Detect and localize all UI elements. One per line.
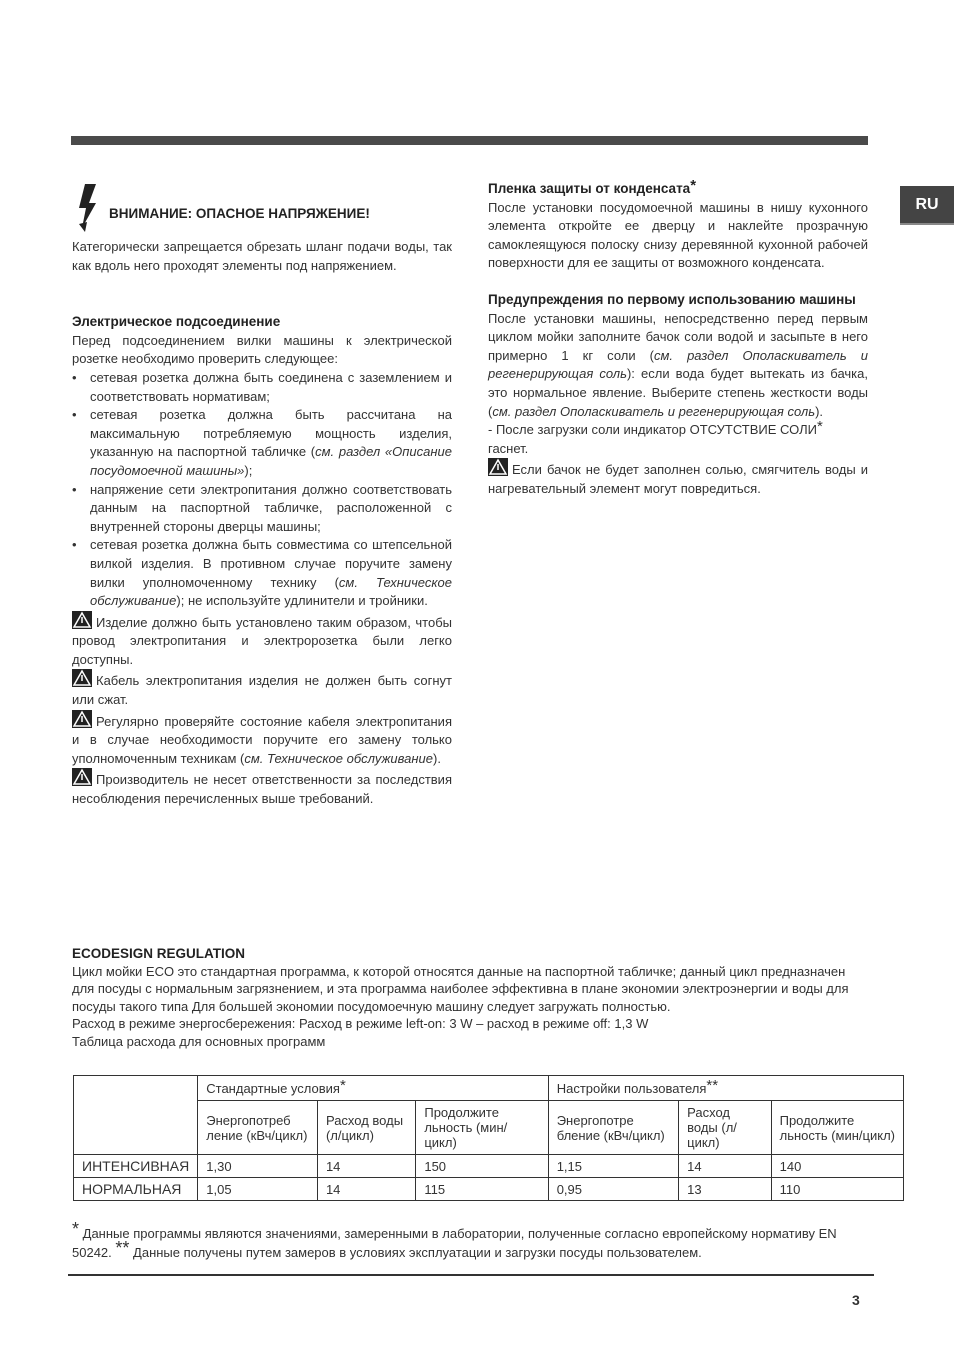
standby-consumption: Расход в режиме энергосбережения: Расход в режиме left-on: 3 W – расход в режиме off: 1,3 W	[72, 1016, 649, 1032]
warning-note: Изделие должно быть установлено таким образом, чтобы провод электропитания и электророзетка были легко доступны.	[72, 611, 452, 670]
table-col-header: Энергопотреб ление (кВч/цикл)	[198, 1101, 318, 1155]
warning-triangle-icon	[72, 669, 92, 687]
table-cell: 14	[317, 1155, 415, 1178]
language-tab: RU	[900, 186, 954, 223]
footnote: * Данные программы являются значениями, замеренными в лаборатории, полученные согласно европейскому нормативу EN 50242. ** Данные получены путем замеров в условиях эксплуатации и загрузки посуды пользователем.	[72, 1219, 837, 1260]
table-row	[74, 1155, 904, 1178]
warning-triangle-icon	[488, 458, 508, 476]
table-cell: 0,95	[548, 1178, 678, 1201]
warning-triangle-icon	[72, 768, 92, 786]
warning-triangle-icon	[72, 611, 92, 629]
table-col-header: Расход воды (л/цикл)	[317, 1101, 415, 1155]
consumption-table	[73, 1075, 904, 1201]
ecodesign-section	[72, 945, 870, 1051]
table-cell: 1,15	[548, 1155, 678, 1178]
table-cell: 140	[771, 1155, 903, 1178]
film-title: Пленка защиты от конденсата*	[488, 177, 697, 196]
list-item: • сетевая розетка должна быть рассчитана на максимальную потребляемую мощность изделия, указанную на паспортной табличке (см. раздел «Описание посудомоечной машины»);	[72, 406, 452, 480]
table-caption: Таблица расхода для основных программ	[72, 1033, 326, 1049]
table-col-header: Энергопотре бление (кВч/цикл)	[548, 1101, 678, 1155]
page-number: 3	[852, 1292, 860, 1308]
table-cell: 14	[679, 1155, 771, 1178]
table-group-header: Настройки пользователя**	[548, 1076, 903, 1101]
list-item: • сетевая розетка должна быть совместима со штепсельной вилкой изделия. В противном случае поручите замену вилки уполномоченному технику (см. Техническое обслуживание); не используйте удлинители и тройники.	[72, 536, 452, 610]
list-item: • сетевая розетка должна быть соединена с заземлением и соответствовать нормативам;	[72, 369, 452, 406]
language-tab-underline	[900, 223, 954, 225]
electrical-title: Электрическое подсоединение	[72, 314, 281, 330]
left-column	[72, 184, 452, 809]
salt-indicator-text: - После загрузки соли индикатор ОТСУТСТВИЕ СОЛИ* гаснет.	[488, 418, 823, 456]
header-bar	[71, 136, 868, 145]
danger-title: ВНИМАНИЕ: ОПАСНОЕ НАПРЯЖЕНИЕ!	[109, 206, 370, 221]
table-cell: 115	[416, 1178, 548, 1201]
table-cell: 150	[416, 1155, 548, 1178]
table-cell: 1,05	[198, 1178, 318, 1201]
list-item: • напряжение сети электропитания должно соответствовать данным на паспортной табличке, расположенной с внутренней стороны дверцы машины;	[72, 481, 452, 537]
table-group-header: Стандартные условия*	[198, 1076, 548, 1101]
table-cell: 14	[317, 1178, 415, 1201]
lightning-bolt-icon	[76, 184, 98, 232]
film-text: После установки посудомоечной машины в нишу кухонного элемента откройте ее дверцу и наклейте прозрачную самоклеящуюся полоску снизу деревянной кухонной рабочей поверхности для ее защиты от возможного конденсата.	[488, 199, 868, 271]
danger-heading	[72, 184, 452, 238]
table-cell: 1,30	[198, 1155, 318, 1178]
table-cell: 13	[679, 1178, 771, 1201]
ecodesign-text: Цикл мойки ECO это стандартная программа, к которой относятся данные на паспортной табличке; данный цикл предназначен для посуды с нормальным загрязнением, и эта программа наиболее эффективна в плане экономии электроэнергии и воды для посуды такого типа Для большей экономии посудомоечную машину следует загружать полностью.	[72, 963, 849, 1014]
table-col-header: Продолжите льность (мин/цикл)	[771, 1101, 903, 1155]
first-use-title: Предупреждения по первому использованию машины	[488, 291, 856, 307]
table-corner-cell	[74, 1076, 198, 1155]
table-row	[74, 1178, 904, 1201]
warning-note: Кабель электропитания изделия не должен быть согнут или сжат.	[72, 669, 452, 709]
ecodesign-title: ECODESIGN REGULATION	[72, 946, 246, 961]
warning-note: Производитель не несет ответственности за последствия несоблюдения перечисленных выше требований.	[72, 768, 452, 808]
warning-triangle-icon	[72, 710, 92, 728]
program-name: НОРМАЛЬНАЯ	[74, 1178, 198, 1201]
danger-text: Категорически запрещается обрезать шланг подачи воды, так как вдоль него проходят элементы под напряжением.	[72, 239, 452, 273]
warning-note: Регулярно проверяйте состояние кабеля электропитания и в случае необходимости поручите его замену только уполномоченным техникам (см. Техническое обслуживание).	[72, 710, 452, 769]
right-column	[488, 177, 868, 499]
electrical-checklist	[72, 369, 452, 611]
footer-line	[68, 1274, 874, 1276]
first-use-text: После установки машины, непосредственно перед первым циклом мойки заполните бачок соли водой и засыпьте в него примерно 1 кг соли (см. раздел Ополаскиватель и регенерирующая соль): если вода будет вытекать из бачка, это нормальное явление. Выберите степень жесткости воды (см. раздел Ополаскиватель и регенерирующая соль).	[488, 310, 868, 419]
program-name: ИНТЕНСИВНАЯ	[74, 1155, 198, 1178]
table-cell: 110	[771, 1178, 903, 1201]
table-col-header: Расход воды (л/цикл)	[679, 1101, 771, 1155]
warning-note: Если бачок не будет заполнен солью, смягчитель воды и нагревательный элемент могут повредиться.	[488, 458, 868, 498]
electrical-intro: Перед подсоединением вилки машины к электрической розетке необходимо проверить следующее:	[72, 332, 452, 367]
table-col-header: Продолжите льность (мин/цикл)	[416, 1101, 548, 1155]
